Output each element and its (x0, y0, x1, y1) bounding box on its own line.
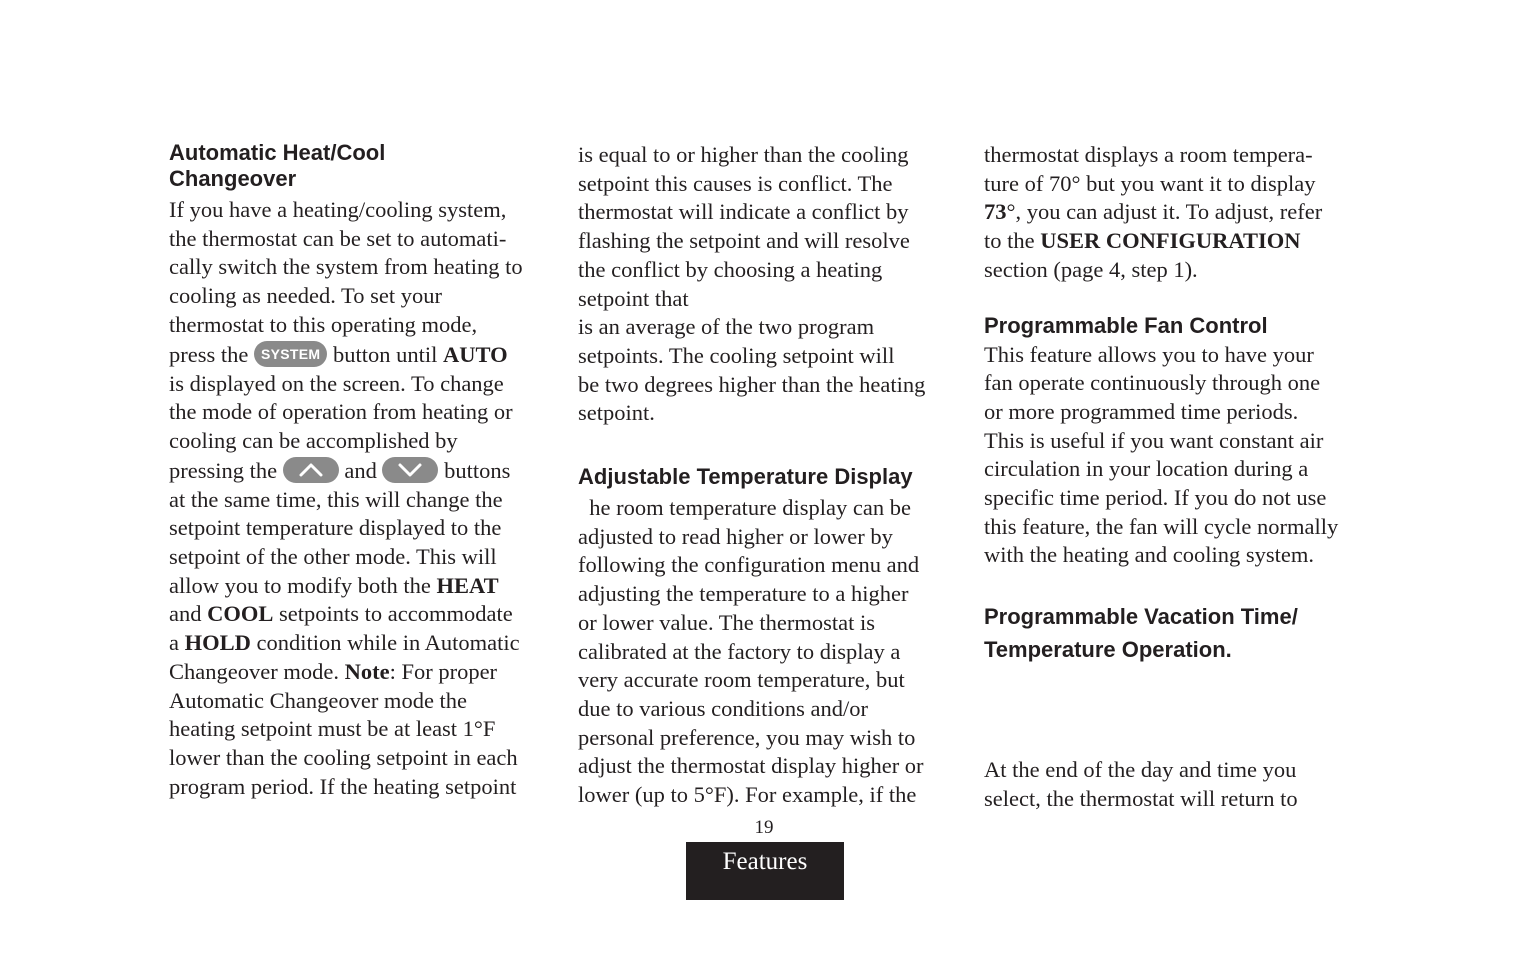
text-line (169, 340, 551, 370)
text-line: cooling as needed. To set your (169, 283, 442, 309)
bold-term-heat: HEAT (436, 572, 499, 598)
bold-term-hold: HOLD (184, 630, 251, 656)
text-run: and (169, 601, 208, 627)
heading-line: Changeover (169, 166, 297, 191)
paragraph-conflict (578, 141, 963, 428)
text-run: and (338, 457, 383, 483)
paragraph-fan-control (984, 341, 1374, 571)
text-line: program period. If the heating setpoint (169, 773, 517, 799)
text-line: This is useful if you want constant air (984, 427, 1324, 453)
text-run: Changeover mode. (169, 658, 345, 684)
text-run: condition while in Automatic (250, 630, 520, 656)
system-button-icon: SYSTEM (254, 341, 327, 367)
text-line: adjusted to read higher or lower by (578, 523, 893, 549)
text-line: ture of 70° but you want it to display (984, 170, 1316, 196)
text-run: °, you can adjust it. To adjust, refer (1006, 199, 1323, 225)
chevron-up-icon (283, 457, 339, 483)
text-line: adjusting the temperature to a higher (578, 581, 909, 607)
column-3 (984, 141, 1374, 814)
heading-vacation (984, 600, 1374, 666)
text-line: setpoints. The cooling setpoint will (578, 342, 895, 368)
text-line: heating setpoint must be at least 1°F (169, 716, 496, 742)
text-line: thermostat displays a room tempera- (984, 142, 1313, 167)
text-line: circulation in your location during a (984, 456, 1309, 482)
text-line: setpoint. (578, 400, 655, 426)
text-line: due to various conditions and/or (578, 695, 868, 721)
text-line (169, 658, 551, 687)
text-line: calibrated at the factory to display a (578, 638, 901, 664)
text-line: At the end of the day and time you (984, 757, 1297, 783)
text-line: is displayed on the screen. To change (169, 370, 504, 396)
text-line (169, 456, 551, 486)
text-line (169, 629, 551, 658)
text-line: If you have a heating/cooling system, (169, 197, 507, 222)
text-line: is equal to or higher than the cooling (578, 142, 909, 167)
text-line: very accurate room temperature, but (578, 667, 905, 693)
text-line: flashing the setpoint and will resolve (578, 228, 910, 254)
text-line: section (page 4, step 1). (984, 256, 1198, 282)
text-run: press the (169, 341, 254, 367)
heading-line: Programmable Vacation Time/ (984, 604, 1298, 630)
text-line: the thermostat can be set to automati- (169, 225, 507, 251)
text-line: select, the thermostat will return to (984, 785, 1298, 811)
text-line (984, 227, 1374, 256)
column-1 (169, 140, 551, 801)
section-tab: Features (686, 842, 844, 900)
paragraph-vacation (984, 756, 1374, 813)
text-line: or lower value. The thermostat is (578, 609, 876, 635)
text-line: or more programmed time periods. (984, 398, 1299, 424)
heading-fan-control: Programmable Fan Control (984, 312, 1268, 338)
column-2 (578, 141, 963, 810)
heading-auto-changeover (169, 140, 551, 192)
text-line: cooling can be accomplished by (169, 427, 458, 453)
text-line: cally switch the system from heating to (169, 254, 523, 280)
text-line: lower (up to 5°F). For example, if the (578, 782, 917, 808)
text-line: is an average of the two program (578, 314, 875, 340)
bold-term-user-configuration: USER CONFIGURATION (1040, 228, 1301, 254)
paragraph-adjustable-display (578, 494, 963, 810)
text-line: setpoint that (578, 285, 689, 311)
text-line (169, 572, 551, 601)
heading-line: Temperature Operation. (984, 637, 1232, 663)
text-run: buttons (438, 457, 511, 483)
text-line: Automatic Changeover mode the (169, 687, 468, 713)
text-line: specific time period. If you do not use (984, 485, 1327, 511)
text-run: button until (327, 341, 443, 367)
text-line: be two degrees higher than the heating (578, 371, 926, 397)
text-line: at the same time, this will change the (169, 486, 503, 512)
text-line (169, 600, 551, 629)
text-line: this feature, the fan will cycle normally (984, 513, 1339, 539)
page-number: 19 (754, 817, 774, 838)
text-line: adjust the thermostat display higher or (578, 753, 924, 779)
text-line: lower than the cooling setpoint in each (169, 744, 518, 770)
text-line: fan operate continuously through one (984, 370, 1321, 396)
text-run: pressing the (169, 457, 283, 483)
text-line: thermostat to this operating mode, (169, 311, 478, 337)
bold-term-note: Note (344, 658, 390, 684)
text-line: thermostat will indicate a conflict by (578, 199, 909, 225)
text-line: he room temperature display can be (578, 495, 911, 521)
text-line: with the heating and cooling system. (984, 542, 1314, 568)
text-line: the conflict by choosing a heating (578, 256, 883, 282)
bold-term-cool: COOL (207, 601, 274, 627)
bold-term-auto: AUTO (443, 341, 508, 367)
text-run: : For proper (389, 658, 498, 684)
text-run: allow you to modify both the (169, 572, 437, 598)
text-run: to the (984, 228, 1041, 254)
chevron-down-icon (382, 457, 438, 483)
text-line: personal preference, you may wish to (578, 724, 916, 750)
text-line: the mode of operation from heating or (169, 399, 513, 425)
bold-value-73: 73 (984, 199, 1007, 225)
text-line: This feature allows you to have your (984, 341, 1314, 367)
text-line: setpoint temperature displayed to the (169, 515, 502, 541)
text-line: following the configuration menu and (578, 552, 920, 578)
text-line: setpoint of the other mode. This will (169, 544, 497, 570)
text-line: setpoint this causes is conflict. The (578, 170, 893, 196)
text-run: setpoints to accommodate (273, 601, 513, 627)
text-run: a (169, 630, 185, 656)
heading-line: Automatic Heat/Cool (169, 140, 386, 165)
text-line (984, 198, 1374, 227)
heading-adjustable-display: Adjustable Temperature Display (578, 464, 913, 490)
